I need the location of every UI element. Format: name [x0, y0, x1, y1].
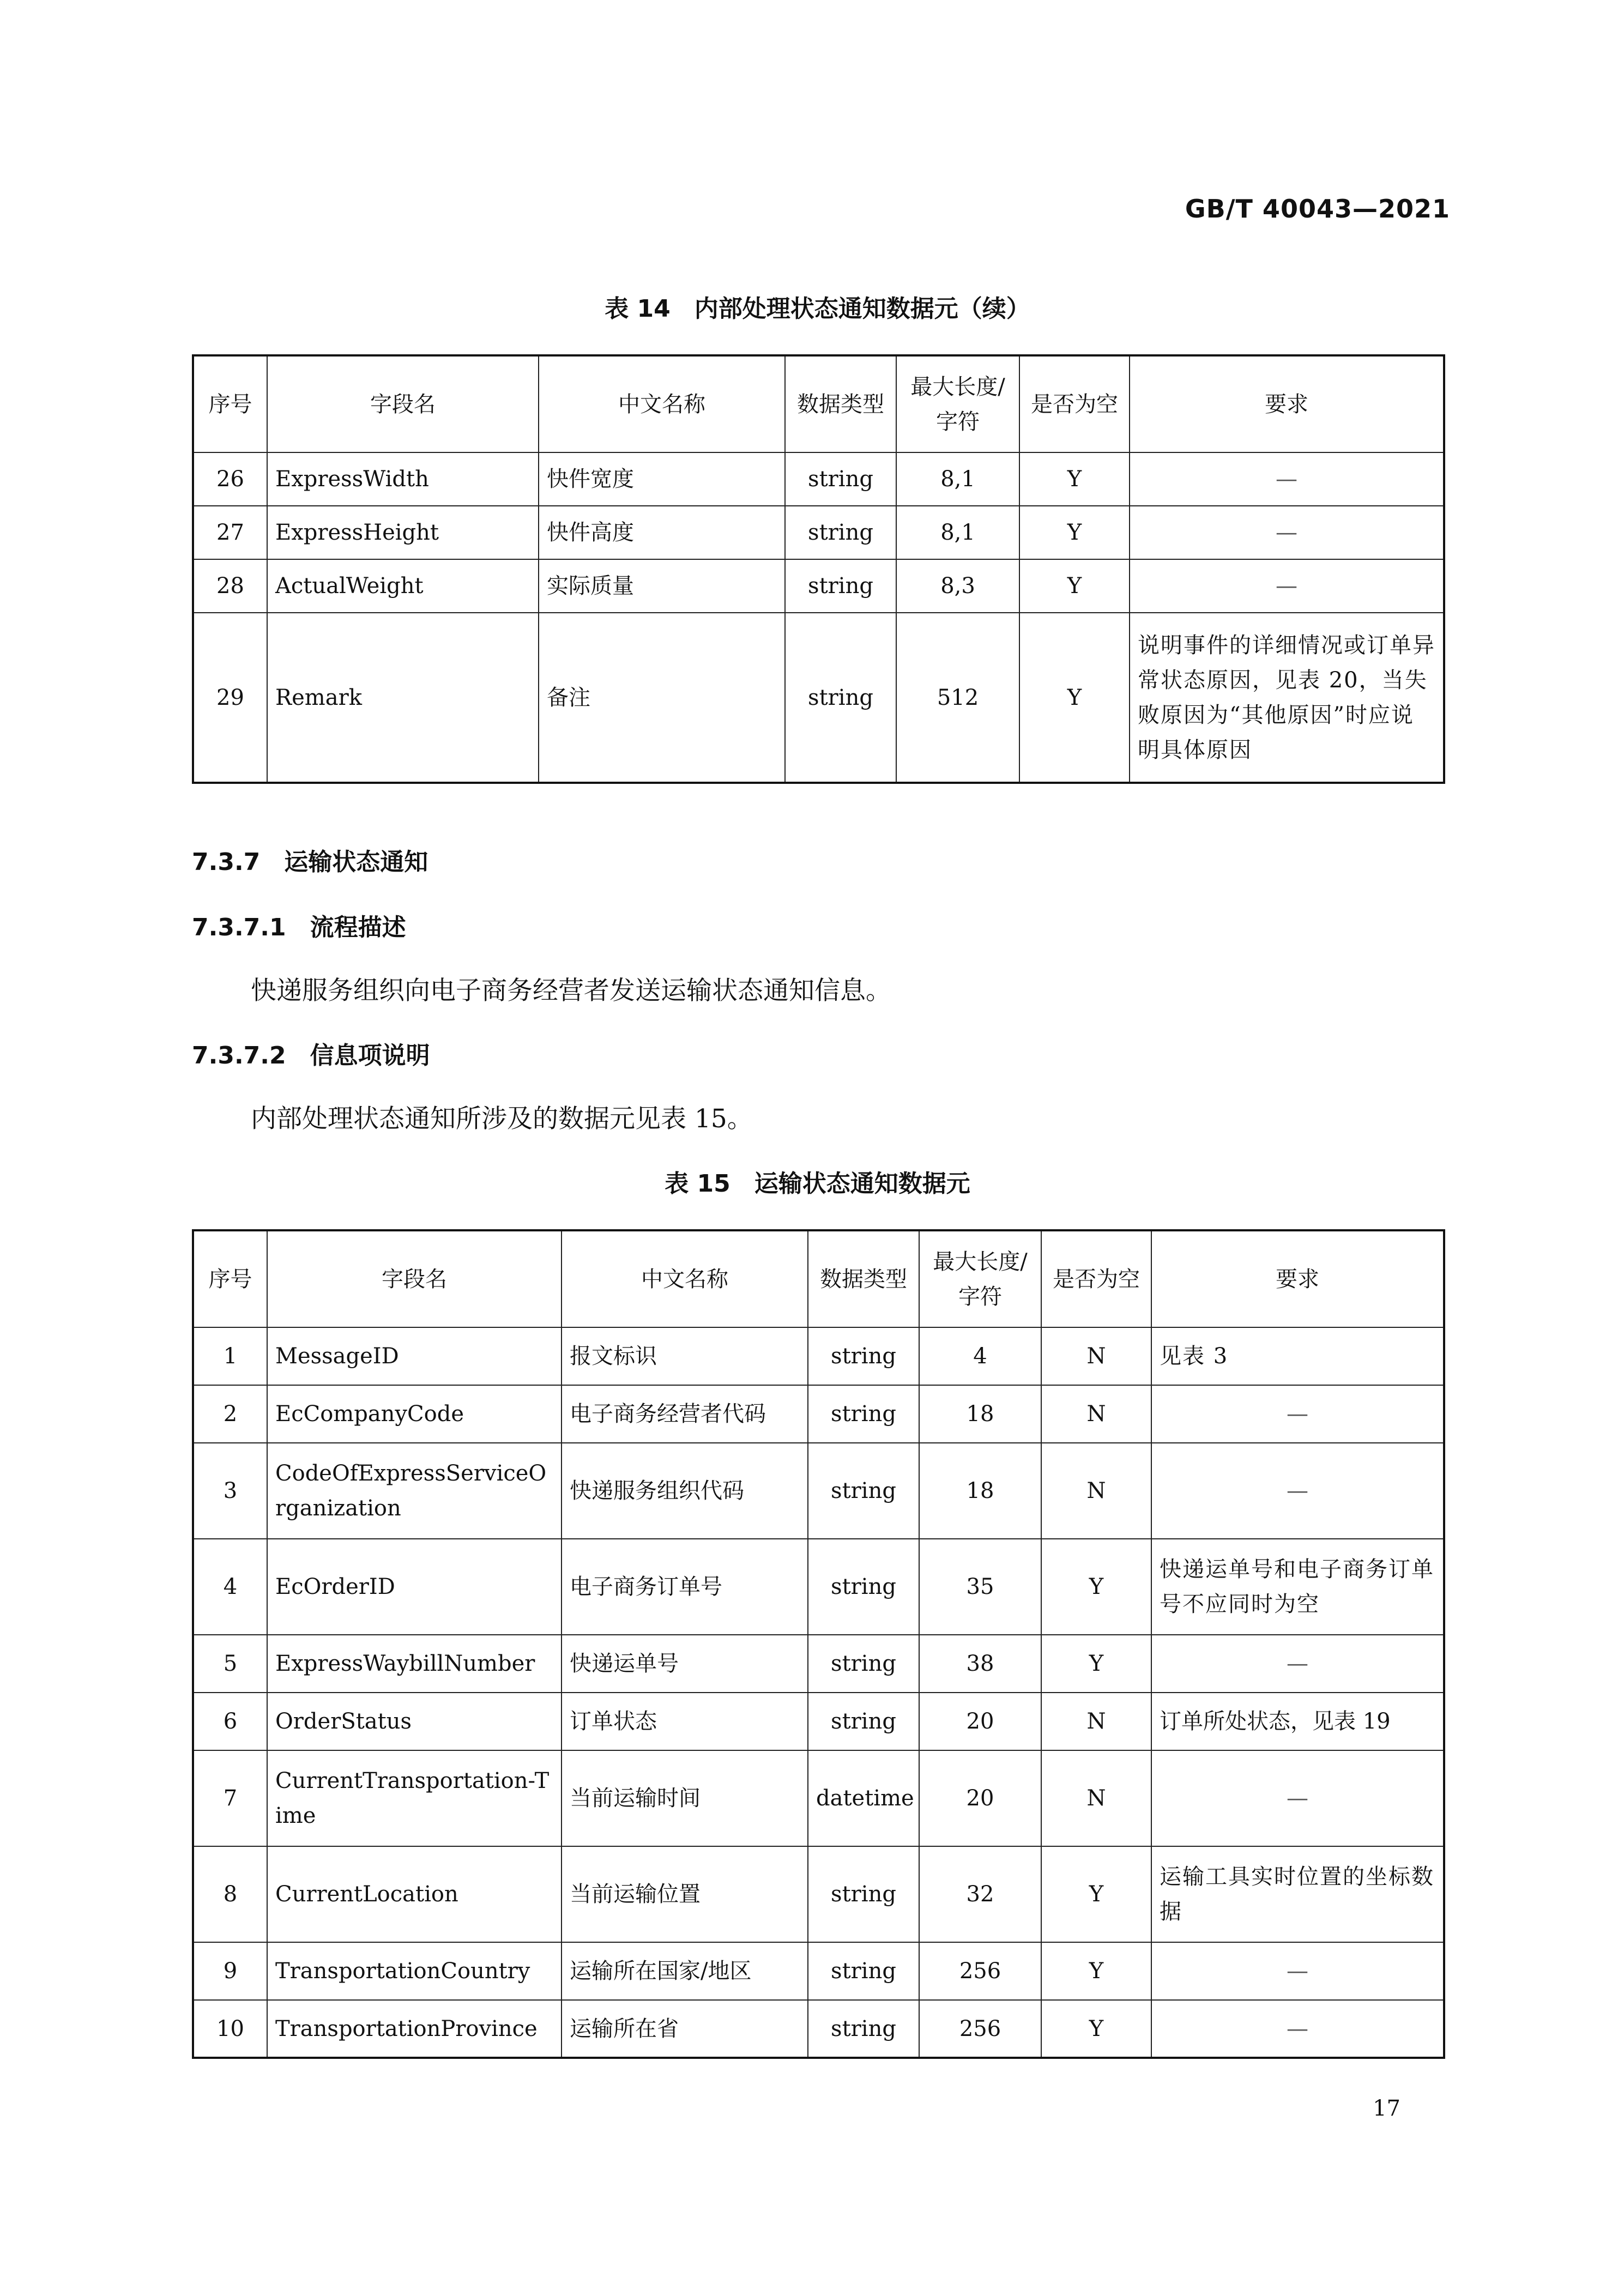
col-header: 要求 [1130, 355, 1444, 452]
col-header: 字段名 [267, 1230, 562, 1327]
cell-req: 订单所处状态，见表 19 [1151, 1693, 1444, 1750]
cell-cn: 快件宽度 [539, 452, 785, 506]
cell-cn: 订单状态 [562, 1693, 808, 1750]
cell-type: string [785, 559, 896, 613]
cell-cn: 实际质量 [539, 559, 785, 613]
cell-cn: 快递服务组织代码 [562, 1443, 808, 1539]
section-heading-7-3-7-2: 7.3.7.2 信息项说明 [192, 1042, 430, 1070]
cell-req: — [1151, 1443, 1444, 1539]
cell-len: 18 [919, 1385, 1041, 1443]
cell-len: 256 [919, 2000, 1041, 2058]
cell-req: 快递运单号和电子商务订单号不应同时为空 [1151, 1539, 1444, 1635]
col-header: 是否为空 [1041, 1230, 1151, 1327]
cell-nullable: Y [1041, 1846, 1151, 1942]
cell-nullable: N [1041, 1693, 1151, 1750]
cell-type: string [785, 506, 896, 559]
cell-nullable: N [1041, 1385, 1151, 1443]
cell-cn: 电子商务经营者代码 [562, 1385, 808, 1443]
section-heading-7-3-7: 7.3.7 运输状态通知 [192, 848, 428, 876]
section-heading-7-3-7-1: 7.3.7.1 流程描述 [192, 914, 406, 941]
table15 [192, 1229, 1445, 2059]
cell-nullable: Y [1019, 452, 1130, 506]
cell-field: EcOrderID [267, 1539, 562, 1635]
table15-title: 表 15 运输状态通知数据元 [665, 1170, 970, 1198]
col-header: 序号 [193, 1230, 267, 1327]
paragraph-info: 内部处理状态通知所涉及的数据元见表 15。 [251, 1104, 753, 1134]
cell-type: string [808, 1539, 919, 1635]
cell-field: ExpressWaybillNumber [267, 1635, 562, 1693]
table-row [193, 1693, 1444, 1750]
table-row [193, 1750, 1444, 1846]
table14 [192, 354, 1445, 784]
cell-type: string [808, 1635, 919, 1693]
cell-req: — [1151, 1635, 1444, 1693]
cell-nullable: Y [1019, 559, 1130, 613]
cell-field: MessageID [267, 1327, 562, 1385]
col-header: 数据类型 [785, 355, 896, 452]
cell-no: 7 [193, 1750, 267, 1846]
cell-no: 1 [193, 1327, 267, 1385]
cell-no: 3 [193, 1443, 267, 1539]
col-header: 最大长度/字符 [896, 355, 1019, 452]
cell-len: 256 [919, 1942, 1041, 2000]
cell-req: 说明事件的详细情况或订单异常状态原因，见表 20，当失败原因为“其他原因”时应说明具体原因 [1130, 613, 1444, 783]
cell-req: 见表 3 [1151, 1327, 1444, 1385]
cell-type: string [785, 613, 896, 783]
cell-no: 29 [193, 613, 267, 783]
cell-no: 28 [193, 559, 267, 613]
col-header: 中文名称 [562, 1230, 808, 1327]
cell-field: TransportationProvince [267, 2000, 562, 2058]
cell-field: CodeOfExpressServiceOrganization [267, 1443, 562, 1539]
cell-req: 运输工具实时位置的坐标数据 [1151, 1846, 1444, 1942]
cell-cn: 备注 [539, 613, 785, 783]
cell-no: 27 [193, 506, 267, 559]
cell-nullable: Y [1041, 1539, 1151, 1635]
cell-len: 35 [919, 1539, 1041, 1635]
page-number: 17 [1373, 2096, 1400, 2121]
cell-cn: 报文标识 [562, 1327, 808, 1385]
cell-req: — [1130, 506, 1444, 559]
cell-type: datetime [808, 1750, 919, 1846]
cell-field: CurrentTransportation-Time [267, 1750, 562, 1846]
cell-type: string [785, 452, 896, 506]
table-row [193, 1942, 1444, 2000]
table-row [193, 1635, 1444, 1693]
table-header-row [193, 355, 1444, 452]
cell-cn: 快递运单号 [562, 1635, 808, 1693]
col-header: 最大长度/字符 [919, 1230, 1041, 1327]
cell-cn: 当前运输位置 [562, 1846, 808, 1942]
cell-no: 2 [193, 1385, 267, 1443]
cell-field: Remark [267, 613, 539, 783]
cell-cn: 运输所在国家/地区 [562, 1942, 808, 2000]
cell-req: — [1130, 452, 1444, 506]
cell-field: CurrentLocation [267, 1846, 562, 1942]
cell-no: 10 [193, 2000, 267, 2058]
cell-req: — [1130, 559, 1444, 613]
paragraph-process: 快递服务组织向电子商务经营者发送运输状态通知信息。 [251, 976, 891, 1006]
cell-nullable: Y [1041, 2000, 1151, 2058]
table-row [193, 559, 1444, 613]
cell-nullable: N [1041, 1750, 1151, 1846]
cell-req: — [1151, 2000, 1444, 2058]
cell-field: OrderStatus [267, 1693, 562, 1750]
cell-nullable: Y [1019, 613, 1130, 783]
cell-type: string [808, 1327, 919, 1385]
cell-len: 18 [919, 1443, 1041, 1539]
cell-cn: 当前运输时间 [562, 1750, 808, 1846]
cell-cn: 运输所在省 [562, 2000, 808, 2058]
table-row [193, 613, 1444, 783]
cell-no: 5 [193, 1635, 267, 1693]
table-row [193, 1846, 1444, 1942]
cell-field: EcCompanyCode [267, 1385, 562, 1443]
cell-nullable: Y [1041, 1635, 1151, 1693]
cell-nullable: Y [1019, 506, 1130, 559]
table-row [193, 1443, 1444, 1539]
table-row [193, 506, 1444, 559]
cell-len: 8,1 [896, 506, 1019, 559]
cell-req: — [1151, 1750, 1444, 1846]
cell-field: ActualWeight [267, 559, 539, 613]
cell-len: 8,3 [896, 559, 1019, 613]
cell-nullable: N [1041, 1443, 1151, 1539]
cell-field: ExpressWidth [267, 452, 539, 506]
cell-nullable: Y [1041, 1942, 1151, 2000]
cell-type: string [808, 1443, 919, 1539]
cell-no: 6 [193, 1693, 267, 1750]
cell-no: 4 [193, 1539, 267, 1635]
standard-code: GB/T 40043—2021 [1185, 194, 1450, 223]
table-row [193, 1539, 1444, 1635]
cell-len: 4 [919, 1327, 1041, 1385]
table-header-row [193, 1230, 1444, 1327]
table-row [193, 1327, 1444, 1385]
cell-len: 512 [896, 613, 1019, 783]
cell-req: — [1151, 1385, 1444, 1443]
col-header: 是否为空 [1019, 355, 1130, 452]
cell-nullable: N [1041, 1327, 1151, 1385]
cell-cn: 电子商务订单号 [562, 1539, 808, 1635]
cell-req: — [1151, 1942, 1444, 2000]
cell-no: 26 [193, 452, 267, 506]
col-header: 要求 [1151, 1230, 1444, 1327]
cell-len: 32 [919, 1846, 1041, 1942]
cell-field: TransportationCountry [267, 1942, 562, 2000]
table-row [193, 2000, 1444, 2058]
cell-type: string [808, 1942, 919, 2000]
col-header: 中文名称 [539, 355, 785, 452]
col-header: 字段名 [267, 355, 539, 452]
cell-type: string [808, 2000, 919, 2058]
cell-type: string [808, 1693, 919, 1750]
cell-field: ExpressHeight [267, 506, 539, 559]
cell-no: 8 [193, 1846, 267, 1942]
cell-cn: 快件高度 [539, 506, 785, 559]
cell-no: 9 [193, 1942, 267, 2000]
cell-type: string [808, 1385, 919, 1443]
cell-len: 38 [919, 1635, 1041, 1693]
cell-len: 8,1 [896, 452, 1019, 506]
table-row [193, 1385, 1444, 1443]
table-row [193, 452, 1444, 506]
col-header: 数据类型 [808, 1230, 919, 1327]
cell-type: string [808, 1846, 919, 1942]
col-header: 序号 [193, 355, 267, 452]
cell-len: 20 [919, 1750, 1041, 1846]
table14-title: 表 14 内部处理状态通知数据元（续） [605, 295, 1030, 323]
cell-len: 20 [919, 1693, 1041, 1750]
